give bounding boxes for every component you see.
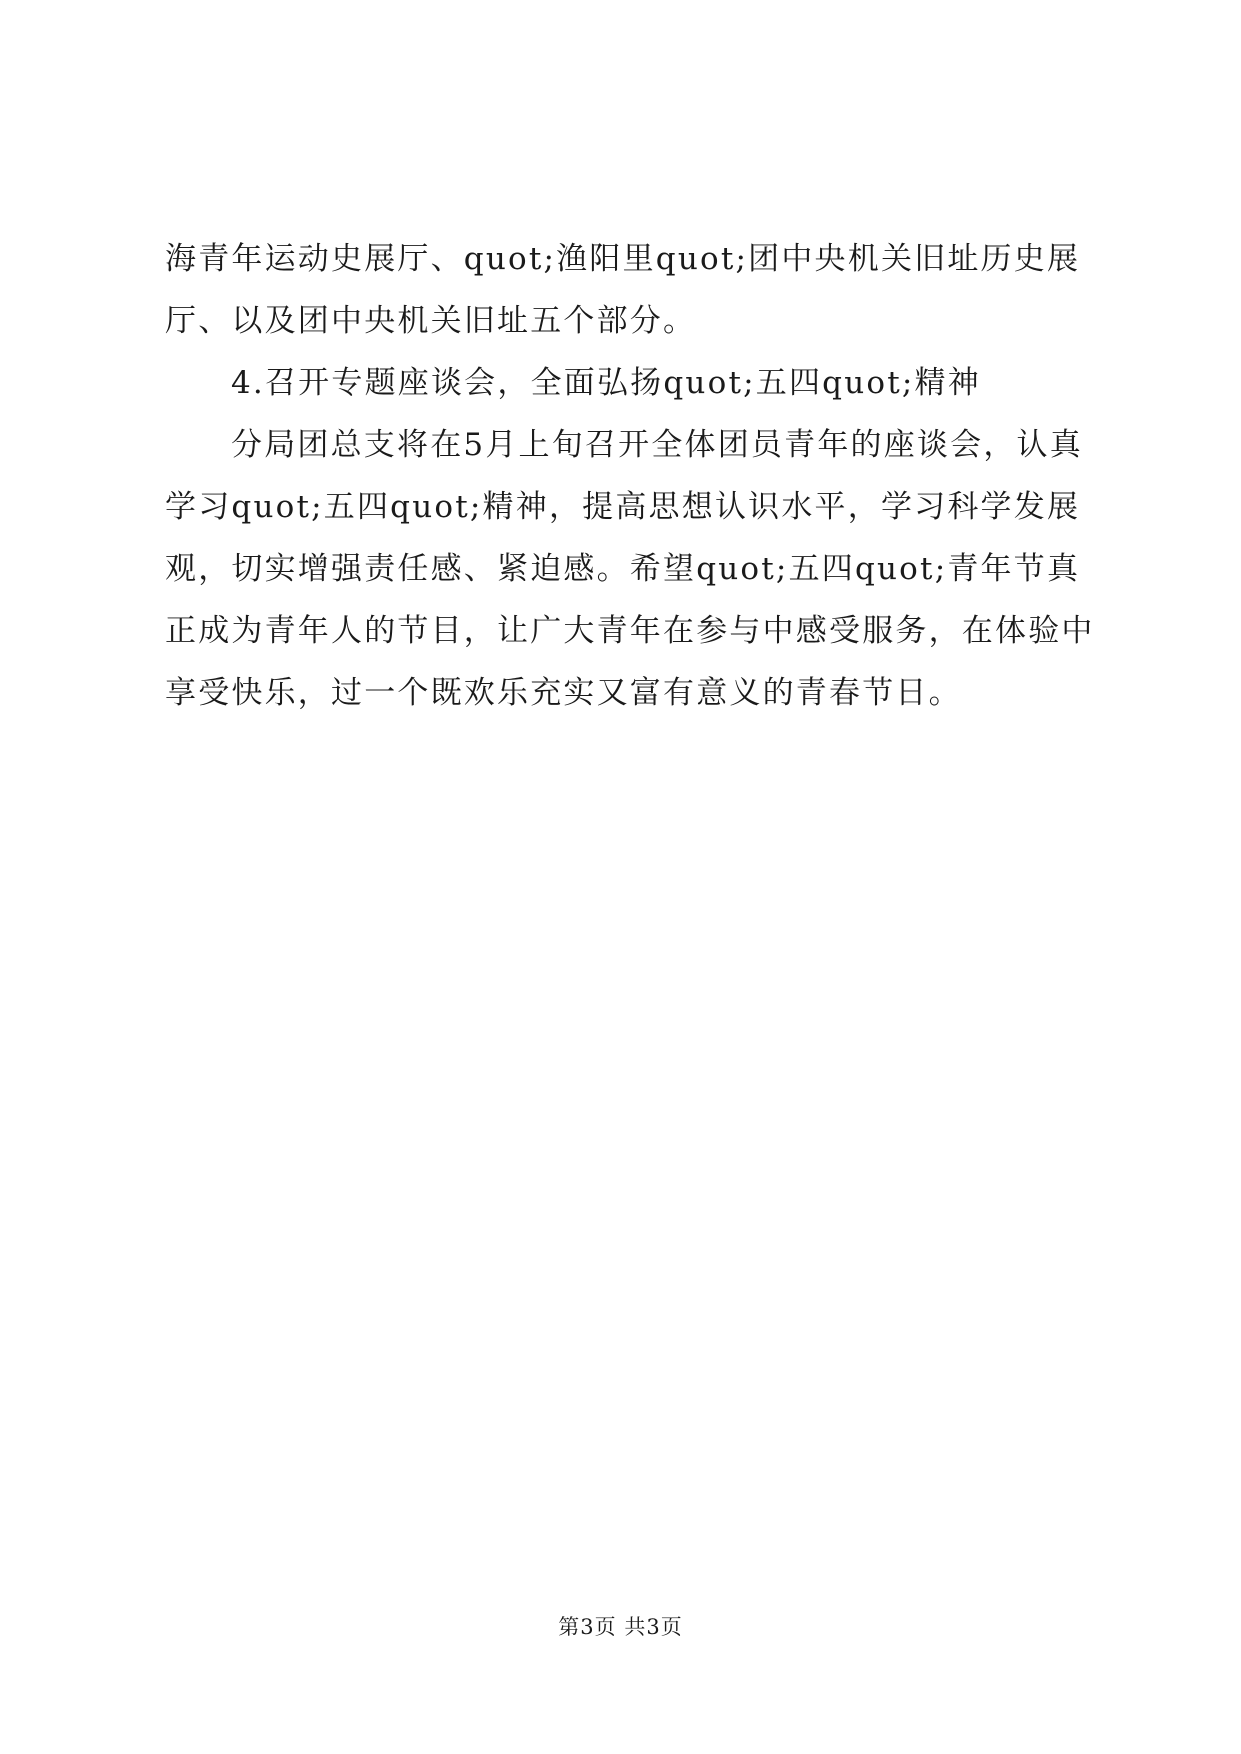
- text-line: 厅、以及团中央机关旧址五个部分。: [165, 303, 697, 339]
- text-line: 观，切实增强责任感、紧迫感。希望quot;五四quot;青年节真: [165, 551, 1081, 587]
- document-body: [165, 228, 1095, 724]
- text-line: 分局团总支将在5月上旬召开全体团员青年的座谈会，认真: [231, 427, 1083, 463]
- text-line: 享受快乐，过一个既欢乐充实又富有意义的青春节日。: [165, 675, 962, 711]
- page-number-footer: 第3页 共3页: [558, 1615, 683, 1639]
- text-line: 正成为青年人的节目，让广大青年在参与中感受服务，在体验中: [165, 613, 1095, 649]
- text-line: 学习quot;五四quot;精神，提高思想认识水平，学习科学发展: [165, 489, 1081, 525]
- text-line: 海青年运动史展厅、quot;渔阳里quot;团中央机关旧址历史展: [165, 241, 1081, 277]
- section-heading: 4.召开专题座谈会，全面弘扬quot;五四quot;精神: [231, 365, 981, 401]
